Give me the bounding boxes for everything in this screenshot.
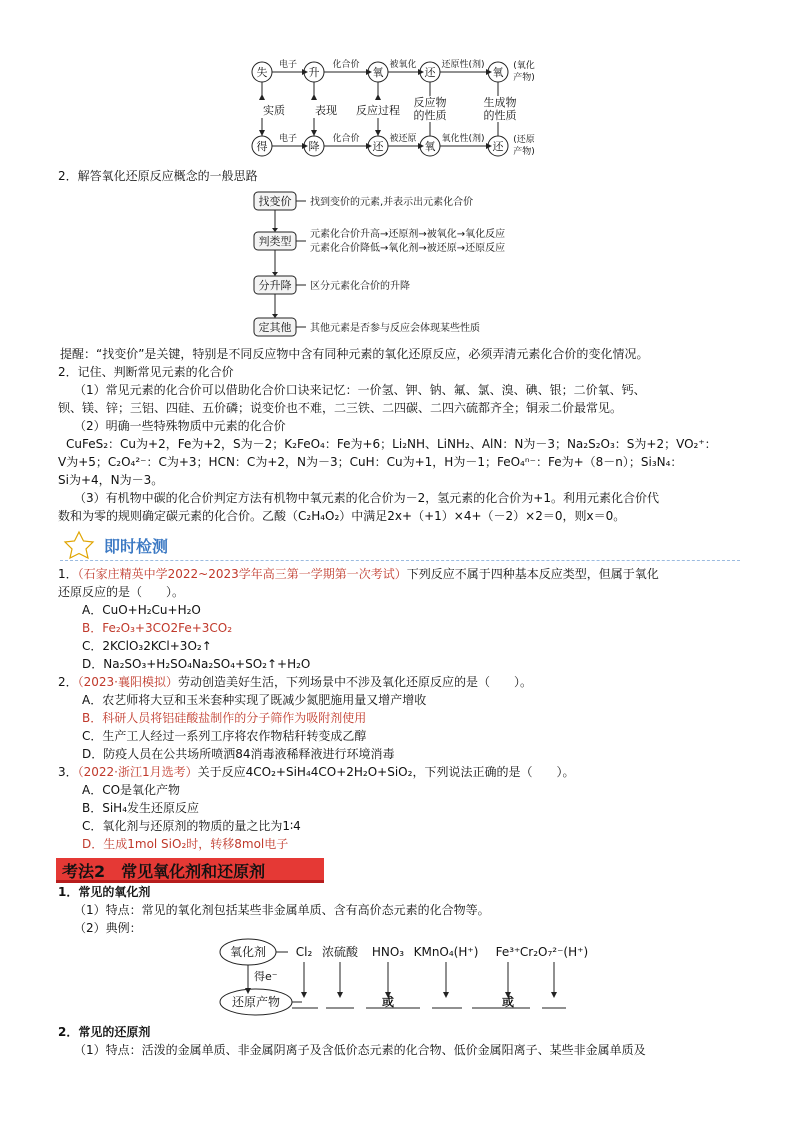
row1-end-note-2: 产物)	[513, 73, 535, 83]
reductant-p1: （1）特点：活泼的金属单质、非金属阴离子及含低价态元素的化合物、低价金属阳离子、某些非金属单质及	[74, 1043, 646, 1057]
oxidant-p2: （2）典例：	[74, 921, 142, 935]
star-icon	[60, 530, 98, 560]
reminder-text: 提醒：“找变价”是关键，特别是不同反应物中含有同种元素的氧化还原反应，必须弄清元素化合价的变化情况。	[60, 347, 649, 361]
row2-node-4: 氧	[424, 140, 436, 153]
q3-option-b: B．SiH₄发生还原反应	[82, 801, 200, 815]
row2-node-5: 还	[492, 140, 504, 153]
q1-source: （石家庄精英中学2022~2023学年高三第一学期第一次考试）	[77, 567, 407, 581]
valence-p2: （2）明确一些特殊物质中元素的化合价	[74, 419, 286, 433]
row1-node-3: 氧	[372, 66, 384, 79]
concept-relation-diagram	[250, 52, 550, 164]
q2-option-d: D．防疫人员在公共场所喷洒84消毒液稀释液进行环境消毒	[82, 747, 395, 761]
q2-option-c: C．生产工人经过一系列工序将农作物秸秆转变成乙醇	[82, 729, 367, 743]
flow-step-1: 找变价	[258, 195, 292, 208]
reduction-product-label: 还原产物	[231, 995, 281, 1009]
mid-label-6: 生成物	[483, 96, 517, 109]
row1-edge-4: 还原性(剂)	[441, 60, 485, 70]
q1-num: 1．	[58, 567, 78, 581]
valence-p2a: CuFeS₂：Cu为+2，Fe为+2，S为－2；K₂FeO₄：Fe为+6；Li₂NH、LiNH₂、AlN：N为－3；Na₂S₂O₃：S为+2；VO₂⁺：	[66, 437, 717, 451]
oxidant-label: 氧化剂	[229, 945, 267, 959]
or-label-2: 或	[501, 995, 515, 1009]
q1-option-c: C．2KClO₃2KCl+3O₂↑	[82, 639, 212, 653]
q2-option-a: A．农艺师将大豆和玉米套种实现了既减少氮肥施用量又增产增收	[82, 693, 427, 707]
reductant-title: 2．常见的还原剂	[58, 1025, 151, 1039]
row2-edge-4: 氧化性(剂)	[441, 134, 485, 144]
flow-desc-1: 找到变价的元素,并表示出元素化合价	[310, 197, 474, 208]
row2-end-note-1: (还原	[513, 135, 535, 145]
row1-edge-2: 化合价	[332, 60, 360, 70]
row1-node-4: 还	[424, 66, 436, 79]
valence-p3b: 数和为零的规则确定碳元素的化合价。乙酸（C₂H₄O₂）中满足2x+（+1）×4+（－2）×2＝0，则x＝0。	[58, 509, 626, 523]
mid-label-3: 反应过程	[356, 104, 400, 117]
q2-source: （2023·襄阳模拟）	[77, 675, 178, 689]
q3-option-a: A．CO是氧化产物	[82, 783, 181, 797]
mid-label-4: 反应物	[413, 96, 447, 109]
q1-stem-text: 下列反应不属于四种基本反应类型，但属于氧化	[406, 567, 659, 581]
row2-end-note-2: 产物)	[513, 147, 535, 157]
q3-stem	[58, 764, 574, 780]
flow-desc-4: 区分元素化合价的升降	[310, 281, 410, 292]
row1-end-note-1: (氧化	[513, 61, 535, 71]
row2-edge-2: 化合价	[332, 134, 360, 144]
mid-label-1: 实质	[263, 104, 285, 117]
flow-desc-3: 元素化合价降低→氧化剂→被还原→还原反应	[310, 243, 506, 254]
valence-p3a: （3）有机物中碳的化合价判定方法有机物中氧元素的化合价为－2，氢元素的化合价为+1。利用元素化合价代	[74, 491, 659, 505]
section2-title: 2．解答氧化还原反应概念的一般思路	[58, 169, 258, 183]
q2-stem	[58, 674, 532, 690]
oxidant-item-1: Cl₂	[295, 945, 313, 959]
flow-desc-5: 其他元素是否参与反应会体现某些性质	[310, 323, 480, 334]
kaofa2-title: 考法2 常见氧化剂和还原剂	[62, 862, 266, 881]
row1-edge-3: 被氧化	[389, 60, 417, 70]
oxidant-item-3: HNO₃	[371, 945, 405, 959]
row2-edge-1: 电子	[278, 134, 298, 144]
row2-node-1: 得	[256, 140, 268, 153]
q1-stem	[58, 566, 659, 582]
valence-p1b: 钡、镁、锌；三铝、四硅、五价磷；说变价也不难，二三铁、二四碳、二四六硫都齐全；铜汞二价最常见。	[58, 401, 623, 415]
kaofa2-banner	[56, 858, 324, 883]
mid-label-5: 的性质	[413, 109, 447, 122]
q3-option-c: C．氧化剂与还原剂的物质的量之比为1∶4	[82, 819, 301, 833]
oxidant-item-6: Cr₂O₇²⁻(H⁺)	[519, 945, 589, 959]
gain-electron-label: 得e⁻	[254, 970, 278, 983]
q2-num: 2．	[58, 675, 78, 689]
oxidant-item-2: 浓硫酸	[321, 945, 359, 959]
valence-p2c: Si为+4，N为－3。	[58, 473, 164, 487]
q3-source: （2022·浙江1月选考）	[77, 765, 198, 779]
or-label-1: 或	[381, 995, 395, 1009]
mid-label-2: 表现	[315, 104, 337, 117]
q2-stem-text: 劳动创造美好生活，下列场景中不涉及氧化还原反应的是（ ）。	[178, 675, 533, 689]
oxidant-item-5: Fe³⁺	[495, 945, 521, 959]
row1-node-1: 失	[256, 66, 268, 79]
row1-node-5: 氧	[492, 66, 504, 79]
quiz-divider	[60, 560, 740, 561]
q2-option-b: B．科研人员将铝硅酸盐制作的分子筛作为吸附剂使用	[82, 711, 367, 725]
oxidant-title: 1．常见的氧化剂	[58, 885, 151, 899]
row2-node-2: 降	[308, 140, 320, 153]
q3-option-d: D．生成1mol SiO₂时，转移8mol电子	[82, 837, 289, 851]
q1-option-a: A．CuO+H₂Cu+H₂O	[82, 603, 201, 617]
mid-label-7: 的性质	[483, 109, 517, 122]
flow-desc-2: 元素化合价升高→还原剂→被氧化→氧化反应	[310, 229, 506, 240]
valence-title: 2．记住、判断常见元素的化合价	[58, 365, 234, 379]
oxidant-item-4: KMnO₄(H⁺)	[413, 945, 479, 959]
row1-node-2: 升	[308, 66, 320, 79]
valence-p1a: （1）常见元素的化合价可以借助化合价口诀来记忆：一价氢、钾、钠、氟、氯、溴、碘、银；二价氧、钙、	[74, 383, 646, 397]
row2-node-3: 还	[372, 140, 384, 153]
row2-edge-3: 被还原	[389, 134, 417, 144]
q1-stem-2: 还原反应的是（ ）。	[58, 585, 185, 599]
quiz-title: 即时检测	[104, 537, 169, 556]
flow-step-3: 分升降	[258, 279, 292, 292]
oxidant-diagram	[218, 936, 598, 1018]
q1-option-d: D．Na₂SO₃+H₂SO₄Na₂SO₄+SO₂↑+H₂O	[82, 657, 311, 671]
flow-step-4: 定其他	[258, 321, 292, 334]
q3-stem-text: 关于反应4CO₂+SiH₄4CO+2H₂O+SiO₂，下列说法正确的是（ ）。	[197, 765, 575, 779]
row1-edge-1: 电子	[278, 60, 298, 70]
oxidant-p1: （1）特点：常见的氧化剂包括某些非金属单质、含有高价态元素的化合物等。	[74, 903, 490, 917]
approach-flow-diagram	[250, 188, 550, 340]
flow-step-2: 判类型	[258, 235, 292, 248]
q1-option-b: B．Fe₂O₃+3CO2Fe+3CO₂	[82, 621, 233, 635]
valence-p2b: V为+5；C₂O₄²⁻：C为+3；HCN：C为+2，N为－3；CuH：Cu为+1，H为－1；FeO₄ⁿ⁻：Fe为+（8－n）；Si₃N₄：	[58, 455, 683, 469]
q3-num: 3．	[58, 765, 78, 779]
